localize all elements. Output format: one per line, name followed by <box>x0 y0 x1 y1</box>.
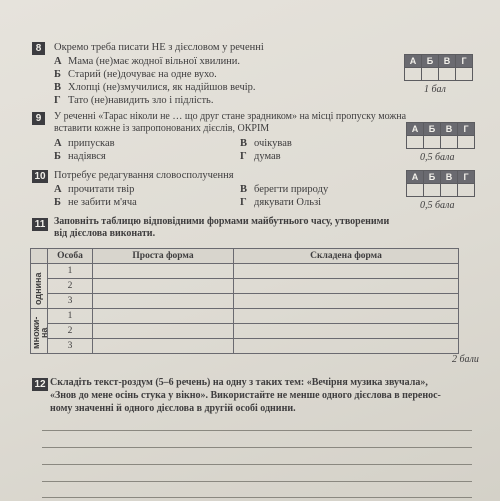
answer-writing-line[interactable] <box>42 430 472 431</box>
question-11-points: 2 бали <box>452 354 479 365</box>
answer-writing-line[interactable] <box>42 497 472 498</box>
group-singular-label: однина <box>33 272 43 306</box>
question-12-number: 12 <box>32 378 48 391</box>
question-10-points: 0,5 бала <box>420 200 455 211</box>
simple-form-cell[interactable] <box>93 264 234 279</box>
answer-cell[interactable] <box>424 184 441 197</box>
question-8-option-b[interactable]: Б Старий (не)дочуває на одне вухо. <box>54 69 217 80</box>
person-cell: 1 <box>48 264 93 279</box>
answer-cell[interactable] <box>439 68 456 81</box>
compound-form-cell[interactable] <box>234 279 459 294</box>
simple-form-cell[interactable] <box>93 339 234 354</box>
question-9-option-b[interactable]: Б надіявся <box>54 151 106 162</box>
answer-cell[interactable] <box>424 136 441 149</box>
person-cell: 3 <box>48 294 93 309</box>
question-9-points: 0,5 бала <box>420 152 455 163</box>
question-10-option-c[interactable]: В берегти природу <box>240 184 329 195</box>
compound-form-cell[interactable] <box>234 339 459 354</box>
simple-form-cell[interactable] <box>93 294 234 309</box>
question-11-prompt-line1: Заповніть таблицю відповідними формами майбутнього часу, утвореними <box>54 216 390 227</box>
person-cell: 2 <box>48 324 93 339</box>
question-9-option-c[interactable]: В очікував <box>240 138 292 149</box>
person-cell: 3 <box>48 339 93 354</box>
future-tense-table <box>30 248 459 354</box>
simple-form-cell[interactable] <box>93 309 234 324</box>
question-12-line3: ному значенні й одного дієслова в другій особі однини. <box>50 403 296 414</box>
compound-form-cell[interactable] <box>234 264 459 279</box>
question-12-line2: «Знов до мене осінь стука у вікно». Використайте не менше одного дієслова в перенос- <box>50 390 441 401</box>
question-9-answer-grid: А Б В Г <box>406 122 475 149</box>
answer-cell[interactable] <box>407 184 424 197</box>
question-9-prompt-line1: У реченні «Тарас ніколи не … що друг стане зрадником» на місці пропуску можна <box>54 111 407 122</box>
answer-cell[interactable] <box>441 136 458 149</box>
simple-form-cell[interactable] <box>93 279 234 294</box>
question-8-option-d[interactable]: Г Тато (не)навидить зло і підлість. <box>54 95 214 106</box>
answer-writing-line[interactable] <box>42 481 472 482</box>
question-8-number: 8 <box>32 42 45 55</box>
header-compound-form: Складена форма <box>234 249 459 264</box>
answer-cell[interactable] <box>458 184 475 197</box>
answer-writing-line[interactable] <box>42 464 472 465</box>
answer-cell[interactable] <box>456 68 473 81</box>
question-8-prompt: Окремо треба писати НЕ з дієсловом у реченні <box>54 42 264 53</box>
question-9-number: 9 <box>32 112 45 125</box>
answer-cell[interactable] <box>458 136 475 149</box>
question-8-points: 1 бал <box>424 84 446 95</box>
question-10-option-a[interactable]: А прочитати твір <box>54 184 135 195</box>
answer-cell[interactable] <box>405 68 422 81</box>
simple-form-cell[interactable] <box>93 324 234 339</box>
answer-cell[interactable] <box>441 184 458 197</box>
question-10-answer-grid: А Б В Г <box>406 170 475 197</box>
answer-writing-line[interactable] <box>42 447 472 448</box>
answer-cell[interactable] <box>422 68 439 81</box>
question-10-option-b[interactable]: Б не забити м'яча <box>54 197 137 208</box>
question-9-option-a[interactable]: А припускав <box>54 138 115 149</box>
answer-cell[interactable] <box>407 136 424 149</box>
compound-form-cell[interactable] <box>234 294 459 309</box>
question-8-answer-grid: А Б В Г <box>404 54 473 81</box>
question-10-number: 10 <box>32 170 48 183</box>
question-9-option-d[interactable]: Г думав <box>240 151 281 162</box>
compound-form-cell[interactable] <box>234 309 459 324</box>
question-10-prompt: Потребує редагування словосполучення <box>54 170 234 181</box>
question-9-prompt-line2: вставити кожне із запропонованих дієслів, ОКРІМ <box>54 123 270 134</box>
question-12-line1: Складіть текст-роздум (5–6 речень) на одну з таких тем: «Вечірня музика звучала», <box>50 377 428 388</box>
question-8-option-c[interactable]: В Хлопці (не)змучилися, як надійшов вечір. <box>54 82 256 93</box>
question-11-prompt-line2: від дієслова виконати. <box>54 228 156 239</box>
header-person: Особа <box>48 249 93 264</box>
group-plural-label: множи- на <box>31 316 49 350</box>
question-10-option-d[interactable]: Г дякувати Ользі <box>240 197 322 208</box>
compound-form-cell[interactable] <box>234 324 459 339</box>
person-cell: 1 <box>48 309 93 324</box>
header-simple-form: Проста форма <box>93 249 234 264</box>
question-8-option-a[interactable]: А Мама (не)має жодної вільної хвилини. <box>54 56 241 67</box>
person-cell: 2 <box>48 279 93 294</box>
question-11-number: 11 <box>32 218 48 231</box>
